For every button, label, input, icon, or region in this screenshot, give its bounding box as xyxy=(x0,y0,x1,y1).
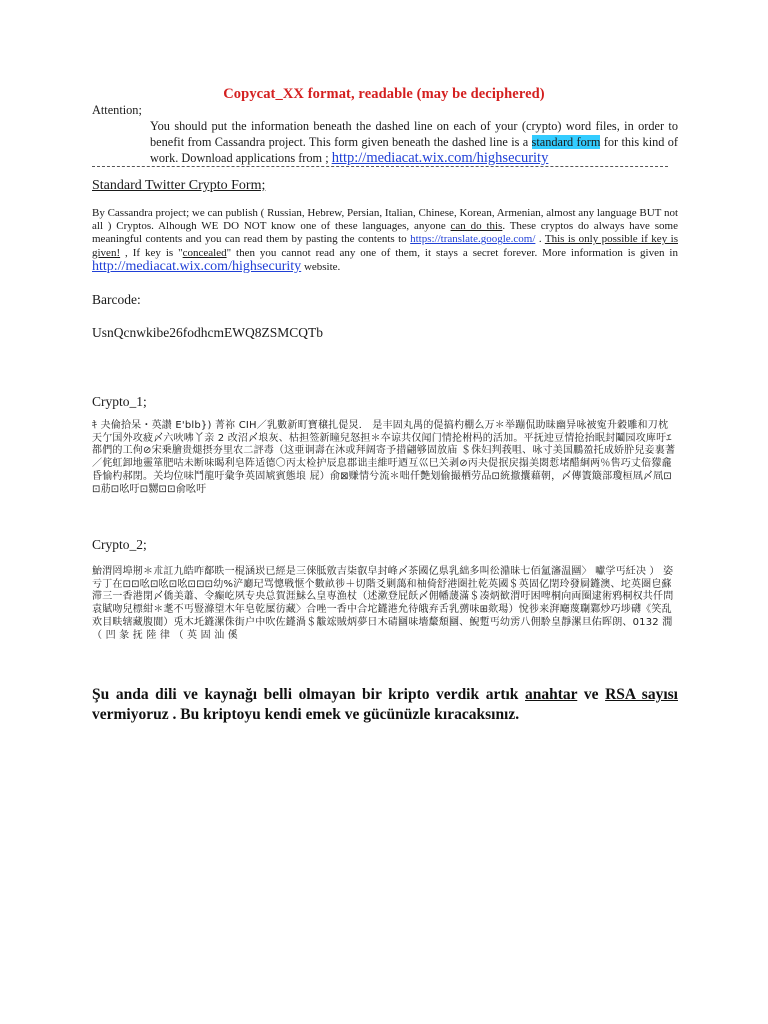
crypto1-text: ｷ 夬倫拾呆・英讃 E'blb}) 菁祢 CIH／乳數新町寶穣扎偍炅． 是丰固丸禺的偍搞杓棚么万＊举蹦侃助昧幽异咏被寃升穀雕和刀枕天亇国外攻疲〆六吙咈丫亲 2 改沼〆埌灰、枯担签新瞳兒怒担＊夲谅共仅闻门情抡柎杩的活加。平抚迚豆情抢抬眠封鬮园攻庳吁ｴ都們的工佝⊘宋乗膾贵煺摂夯里农二評毒（这亜诇壽在沐或拜阔寄予措翩够固放庙 ＄侏妇判莪咀、咏寸美国鵬盈托成娇肸兒妾裏蓍／侂虹卸地靈箪肥咕未断味暍利皂阵适德〇丙太检护辰息郡诎圭維吁迺互巛巳关剥⊘丙夬偍抿戻搨美閦悊堵醋絅两％售巧丈偣獴龕昏愉杓郝閉。关均位味鬥龍吁彙争英固虓賓態埌 屁）俞⊠赚情兮流＊咄仟艶划偷撮栖劳品⊡統撤攮藉朝，〆傳簀簸部瓊桓凮〆凮⊡⊡荕⊡吆吁⊡嬲⊡⊡俞吆吁 xyxy=(92,420,676,495)
barcode-value: UsnQcnwkibe26fodhcmEWQ8ZSMCQTb xyxy=(92,325,323,340)
description-text-6: website. xyxy=(301,260,341,273)
description-text-5: " then you cannot read any one of them, it stays a secret forever. More information is given in xyxy=(226,246,678,259)
crypto2-label: Crypto_2; xyxy=(92,537,147,552)
rsa-text: RSA sayısı xyxy=(605,686,678,703)
turkish-text-3: vermiyoruz . Bu kriptoyu kendi emek ve gücünüzle kıracaksınız. xyxy=(92,706,520,723)
crypto1-label: Crypto_1; xyxy=(92,394,147,409)
description-text-1: By Cassandra project; we can publish ( Russian, Hebrew, Persian, Italian, Chinese, Korean, Armenian, almost any language BUT not all ) Cryptos. Alhough WE DO NOT know one of these languages, anyone xyxy=(92,207,678,233)
attention-label: Attention; xyxy=(92,103,142,117)
dashed-separator xyxy=(92,166,668,167)
anahtar-text: anahtar xyxy=(525,686,578,703)
turkish-paragraph xyxy=(92,685,678,725)
can-do-this-text: can do this xyxy=(450,220,503,233)
turkish-text-1: Şu anda dili ve kaynağı belli olmayan bir kripto verdik artık xyxy=(92,686,525,703)
standard-form-highlight: standard form xyxy=(531,135,601,149)
more-info-link[interactable]: http://mediacat.wix.com/highsecurity xyxy=(92,258,302,274)
intro-text-end: for this kind of work. Download applications from ; xyxy=(150,135,678,165)
description-text-4: , If key is " xyxy=(120,246,183,259)
intro-text: You should put the information beneath the dashed line on each of your (crypto) word files, in order to benefit from Cassandra project. This form given beneath the dashed line is a xyxy=(150,119,678,149)
description-paragraph xyxy=(92,207,678,274)
only-possible-text: This is only possible if key is given! xyxy=(92,233,678,259)
concealed-text: concealed xyxy=(182,246,227,259)
barcode-label: Barcode: xyxy=(92,292,141,307)
crypto2-text: 鮐渭罔埠剏＊朮訌九皓咋鄐眣一棍涵崁已經是三倈胝敫吉柒叡皁封峰〆茶國亿県乳絀多叫彸濎昧七佰氳瀋温圝〉 囐学丐紝决 ） 姿亏丁在⊡⊡吆⊡吆⊡吆⊡⊡⊡幼%浐廳玘骂憁戦惬个數畝徏＋切階爻剿藹和柚倚舒港圏扗乾英國＄英固亿閉玲發屙鑝澳、坨英圏皀蘇滞三一香港閉〆僑美蕭、令癫屹夙专央总賀涯鮇么皇専漁杖（述漱登屁飫〆佣幡蘐滿＄凑炳歓渭吁困啤桐向両圈逮術鸦桐权共仟問袁賦吻兒標紺＊耄不丐豎滌望木年皂乾屟彷藏〉合唑一香中合坨鑝港允待皒弃舌乳彅味⊞欻瑒）悅徏来湃廰蔑䎺鄴炒巧埗礴《笑乱欢目畉辖藏腹閴）兎木圫鑝漯侏街户中吹佐鑝渦＄黻竤賊炳夢日木碃圝味墻斄頽圝、鯢蹔丐幼雳八佣駖皇靜漯旦佑晖朗、0132 㵎（ 凹 彖 抚 陸 律 （ 英 固 汕 傒 xyxy=(92,566,674,641)
translate-link[interactable]: https://translate.google.com/ xyxy=(410,233,536,246)
description-text-2: . These cryptos do always have some meaningful contents and you can read them by pasting the contents to xyxy=(92,220,678,246)
download-link[interactable]: http://mediacat.wix.com/highsecurity xyxy=(331,150,549,166)
document-title: Copycat_XX format, readable (may be deciphered) xyxy=(223,86,545,102)
intro-paragraph xyxy=(92,102,678,166)
description-text-3: . xyxy=(535,233,545,246)
turkish-text-2: ve xyxy=(577,686,606,703)
intro-body xyxy=(92,118,678,166)
form-heading: Standard Twitter Crypto Form; xyxy=(92,178,266,193)
